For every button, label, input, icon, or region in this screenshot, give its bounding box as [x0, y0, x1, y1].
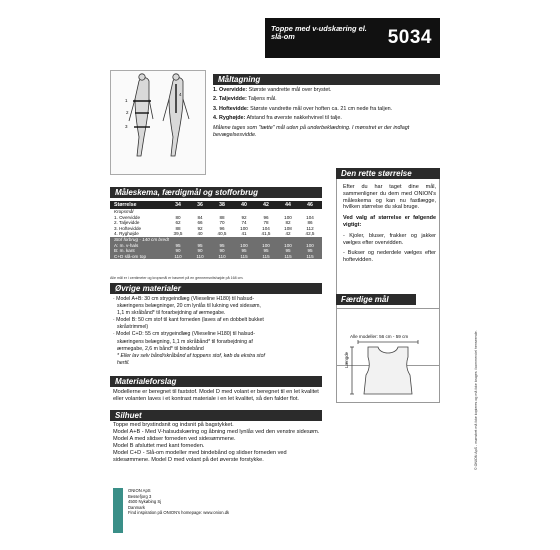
materials-line: skæringens belægninger, 20 cm lynlås til lukning ved sidesøm,: [117, 303, 261, 310]
measure-heading: Måltagning: [213, 74, 440, 85]
materials-line: · Model A+B: 30 cm strygeindlæg (Vlieseline H180) til halsud-: [113, 296, 255, 302]
measure-item: 3. Hoftevidde: Største vandrette mål over hoften ca. 21 cm nede fra taljen.: [213, 105, 393, 112]
materials-line: skråstrimmel): [117, 324, 149, 331]
silhouette-line: Toppe med brystindsnit og indsnit på bagstykket.: [113, 422, 234, 428]
silhouette-line: Model A+B - Med V-halsudskæring og åbning med lynlås ved den venstre sidesøm. Model A med slidser forneden ved sidesømmene.: [113, 429, 320, 442]
measure-note: Målene tages som "tætte" mål uden på underbeklædning. I mønstret er der indlagt bevægelsesvidde.: [213, 124, 410, 138]
copyright-side-text: © ONION ApS - mønstret må ikke kopieres og må ikke bruges i kommerciel henseende.: [474, 330, 478, 470]
size-choice-paragraph: - Kjoler, bluser, frakker og jakker vælges efter overvidden.: [343, 232, 436, 246]
svg-text:2: 2: [126, 110, 129, 115]
measure-item: 2. Taljevidde: Taljens mål.: [213, 96, 277, 103]
size-choice-emphasis: Ved valg af størrelse er følgende vigtigt:: [343, 215, 436, 228]
materials-line: hertil.: [117, 359, 130, 366]
body-figure-icon: [111, 71, 207, 176]
brand-accent-bar: [113, 488, 123, 533]
materials-line: * Eller lav selv bånd/skråbånd af toppens stof, køb da ekstra stof: [117, 352, 265, 359]
measure-item: 1. Overvidde: Største vandrette mål over brystet.: [213, 87, 332, 93]
silhouette-line: Model B afsluttet med kant forneden.: [113, 443, 205, 449]
pattern-number: 5034: [387, 27, 432, 48]
finished-heading: Færdige mål: [336, 294, 416, 305]
length-label: Længde: [344, 351, 349, 368]
size-table: [110, 201, 322, 259]
pattern-sheet: [110, 18, 440, 530]
company-street: Bessefjorg 3: [128, 493, 152, 499]
materials-line: 1,1 m skråbånd* til forarbejdning af ærmegabe.: [117, 310, 226, 317]
company-city: 4500 Nykøbing Sj: [128, 499, 162, 505]
finished-width-label: Alle modeller: 56 cm - 59 cm: [350, 334, 409, 339]
table-heading: Måleskema, færdigmål og stofforbrug: [110, 187, 322, 198]
table-header-row: Størrelse 34 36 38 40 42 44 46: [110, 201, 322, 209]
company-name: ONION ApS: [128, 488, 151, 493]
materials-line: skæringens belægning, 1,1 m skråbånd* til forarbejdning af: [117, 338, 253, 345]
fabric-row: B: m. kant 90 90 90 95 95 95 95: [110, 248, 322, 254]
fabric-section-label: Stof forbrug - 140 cm bredt: [110, 237, 322, 243]
silhouette-line: Model C+D - Slå-om modeller med bindebånd og slidser forneden ved sidesømmene. Model D med volant på det øverste forstykke.: [113, 450, 287, 463]
fabric-row: C+D slå-om top 110 110 110 115 115 115 115: [110, 254, 322, 260]
header-banner: [265, 18, 440, 58]
header-title: Toppe med v-udskæring el. slå-om: [271, 24, 367, 42]
size-choice-heading: Den rette størrelse: [336, 168, 440, 179]
fabric-suggestion-heading: Materialeforslag: [110, 376, 322, 387]
table-row: 1. Overvidde 80 84 88 92 96 100 104: [114, 214, 314, 220]
measure-figure: [110, 70, 206, 175]
measure-item: 4. Ryghøjde: Afstand fra øverste nakkehvirvel til talje.: [213, 115, 342, 122]
size-choice-text: [343, 184, 436, 268]
table-row: 2. Taljevidde 62 66 70 74 78 82 86: [114, 220, 313, 226]
silhouette-heading: Silhuet: [110, 410, 322, 421]
table-section-label: Kropsmål: [114, 209, 134, 214]
fabric-row: A: m. v-hals 95 95 95 100 100 100 100: [110, 243, 322, 249]
materials-list: [113, 296, 323, 367]
table-note: Alle mål er i centimeter og kropsmål er baseret på en gennemsnitshøjde på 168 cm.: [110, 276, 244, 280]
materials-line: · Model C+D: 55 cm strygeindlæg (Vlieseline H180) til halsud-: [113, 331, 255, 338]
materials-line: ærmegabe, 2,6 m bånd* til bindebånd: [117, 345, 204, 352]
table-row: 4. Ryghøjde 39,5 40 40,5 41 41,5 42 42,5: [114, 231, 315, 237]
materials-heading: Øvrige materialer: [110, 283, 322, 294]
company-country: Danmark: [128, 504, 145, 510]
company-address: [128, 488, 229, 516]
svg-text:4: 4: [179, 92, 182, 97]
svg-text:3: 3: [125, 124, 128, 129]
fabric-suggestion-text: Modellerne er beregnet til faststof. Model D med volant er beregnet til en let kvalitet eller volanten laves i et kontrast materiale i en let kvalitet, så den falder flot.: [113, 389, 319, 402]
table-row: 3. Hoftevidde 88 92 96 100 104 108 112: [114, 225, 314, 231]
materials-line: · Model B: 50 cm stof til kant forneden (laves af en dobbelt bukket: [113, 317, 264, 324]
measure-list: [213, 87, 438, 139]
size-choice-paragraph: - Bukser og nederdele vælges efter hoftevidden.: [343, 250, 436, 264]
silhouette-text: [113, 422, 323, 464]
size-choice-paragraph: Efter du har taget dine mål, sammenligner du dem med ONION's måleskema og kan nu fastlægge, hvilken størrelse du skal bruge.: [343, 184, 436, 211]
svg-text:1: 1: [125, 98, 128, 103]
top-garment-icon: [336, 339, 440, 399]
company-web: Find inspiration på ONION's homepage: www.onion.dk: [128, 510, 230, 516]
